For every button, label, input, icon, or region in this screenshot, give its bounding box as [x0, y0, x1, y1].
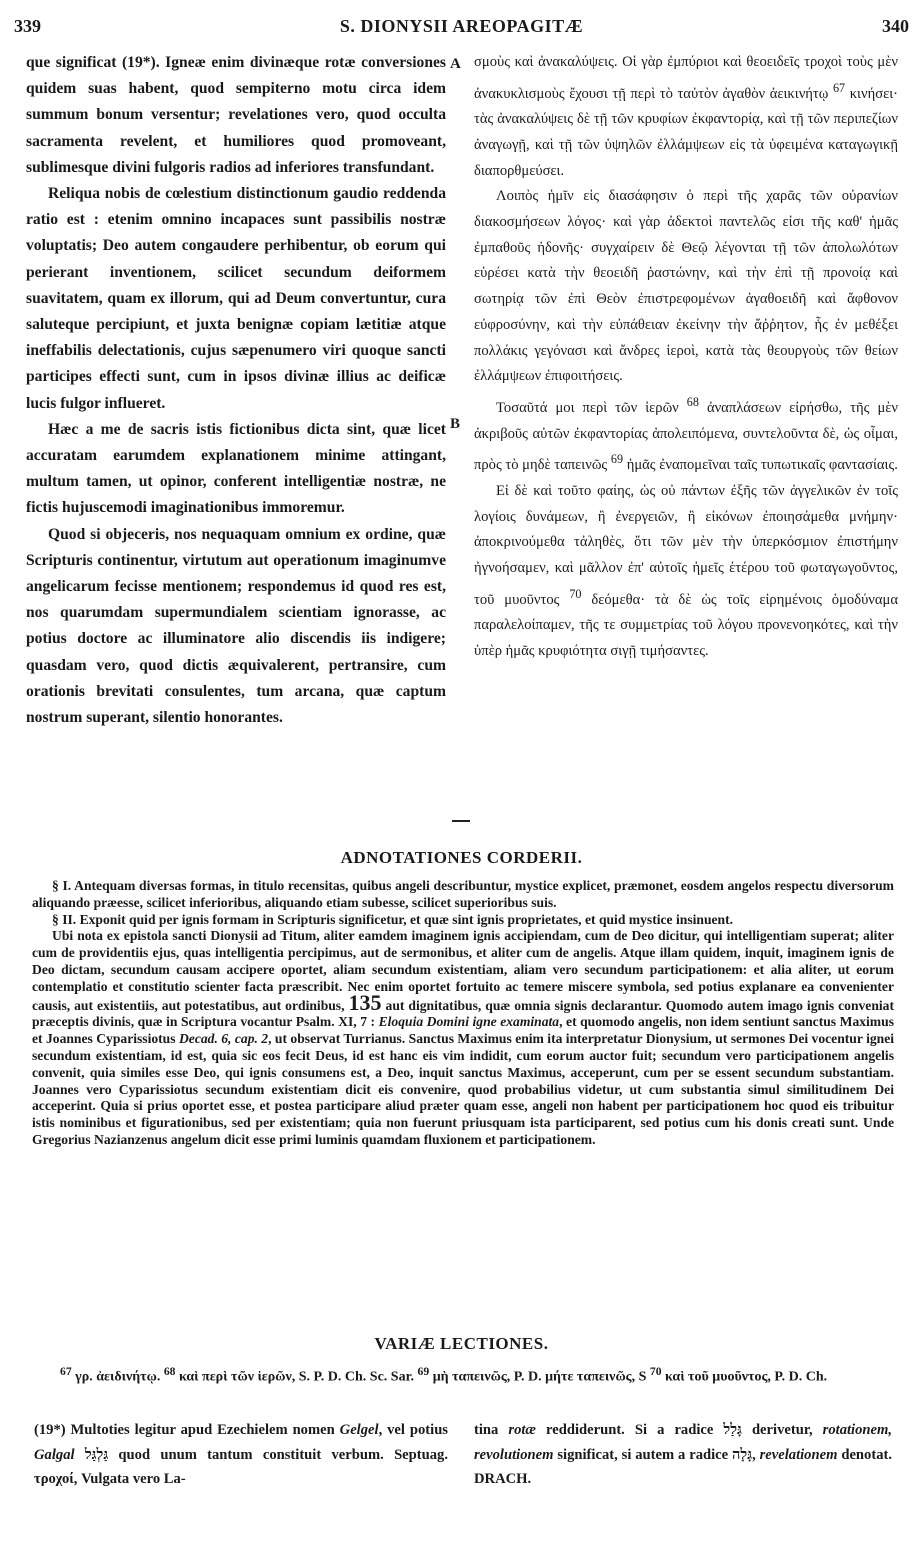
note-ref: 69: [610, 452, 624, 467]
footnote-text: (19*) Multoties legitur apud Ezechielem nomen Gelgel, vel potius Galgal גַּלְגַּל quod unum tantum constituit verbum. Septuag. τροχοί, Vulgata vero La-: [34, 1422, 448, 1488]
greek-paragraph: Εἰ δὲ καὶ τοῦτο φαίης, ὡς οὐ πάντων ἐξῆς τῶν ἀγγελικῶν ἐν τοῖς λογίοις δυνάμεων, ἢ ἐνεργειῶν, ἢ εἰκόνων ἐποιησάμεθα μνήμην· ἀποκρινούμεθα τἀληθὲς, ὅτι τῶν μὲν τὴν ὑπερκόσμιον ἐπιστήμην ἠγνοήσαμεν, καὶ μᾶλλον ἐπ' αὐτοῖς ἡμεῖς ἑτέρου τοῦ φωταγωγοῦντος, τοῦ μυοῦντος $^{70}$ δεόμεθα· τὰ δὲ ὡς τοῖς εἰρημένοις ὁμοδύναμα παραλελοίπαμεν, τῆς τε συμμετρίας τοῦ λόγου προνενοηκότες, καὶ τὴν ὑπὲρ ἡμᾶς κρυφιότητα σιγῇ τιμήσαντες.: [474, 482, 899, 659]
footnote-text: tina rotæ reddiderunt. Si a radice גָּלַל derivetur, rotationem, revolutionem significat, si autem a radice גָּלָה, revelationem denotat. DRACH.: [474, 1422, 893, 1488]
annotation-paragraph: § II. Exponit quid per ignis formam in Scripturis significetur, et quæ sint ignis proprietates, et quid mystice insinuent.: [52, 911, 734, 927]
annotations-body: [32, 878, 894, 1149]
note-ref: 68: [686, 395, 699, 409]
annotation-paragraph: § I. Antequam diversas formas, in titulo recensitas, quibus angeli describuntur, mystice explicet, præmonet, eosdem angelos respectu diversorum aliquando præesse, scilicet inferioribus, aliquando etiam subesse, scilicet superioribus suis.: [32, 878, 894, 910]
variae-paragraph: $^{67}$ γρ. ἀειδινήτῳ. $^{68}$ καὶ περὶ τῶν ἱερῶν, S. P. D. Ch. Sc. Sar. $^{69}$ μὴ ταπεινῶς, P. D. μήτε ταπεινῶς, S $^{70}$ καὶ τοῦ μυοῦντος, P. D. Ch.: [60, 1365, 828, 1385]
greek-paragraph: Λοιπὸς ἡμῖν εἰς διασάφησιν ὁ περὶ τῆς χαρᾶς τῶν οὐρανίων διακοσμήσεων λόγος· καὶ γὰρ ἀδεκτοὶ παντελῶς εἰσι τῆς καθ' ἡμᾶς ἐμπαθοῦς ἡδονῆς· συγχαίρειν δὲ Θεῷ λέγονται τῇ τῶν ἀπολωλότων εὑρέσει κατὰ τὴν θεοειδῆ ῥαστώνην, καὶ τὴν ἐπὶ τῇ προνοίᾳ καὶ σωτηρίᾳ τῶν ἐπὶ Θεὸν ἐπιστρεφομένων ἀγαθοειδῆ καὶ ἄφθονον εὐφροσύνην, καὶ τὴν εὐπάθειαν ἐκείνην τὴν ἄῤῥητον, ἧς ἐν μεθέξει πολλάκις γεγόνασι καὶ ἄνδρες ἱεροὶ, κατὰ τὰς θεουργοὺς τῶν θείων ἐλλάμψεων ἐπιφοιτήσεις.: [474, 188, 898, 385]
annotations-heading: ADNOTATIONES CORDERII.: [340, 848, 583, 867]
latin-paragraph: Quod si objeceris, nos nequaquam omnium ex ordine, quæ Scripturis continentur, virtutum aut operationum imaginumve angelicarum fecisse mentionem; respondemus id quod res est, nos quarumdam supermundialem scientiam ignorasse, ac potius doctore ac illuminatore alio discendis iis indigere; quasdam vero, quod dictis æquivalerent, pertransire, cum orationis brevitati consulentes, tum arcana, quæ captum nostrum superant, silentio honorantes.: [26, 525, 446, 727]
section-divider: [452, 820, 470, 822]
page-number-left: 339: [14, 16, 41, 36]
note-ref: 67: [832, 80, 846, 95]
note-ref: 70: [569, 586, 582, 601]
latin-paragraph: que significat (19*). Igneæ enim divinæque rotæ conversiones quidem suas habent, quod sempiterno motu circa idem summum bonum versentur; revelationes vero, quod occulta sacramenta revelent, et humiliores quod promoveant, sublimesque divini fulgoris radios ad inferiores transfundant.: [26, 54, 446, 176]
annotation-paragraph: Ubi nota ex epistola sancti Dionysii ad Titum, aliter eamdem imaginem ignis accipiendam, cum de Deo dicitur, qui intelligentiam superat; aliter cum de providentiis ejus, quas intelligentia percipimus, aut de sermonibus, et aliter cum de angelis. Atque illam quidem, inquit, imaginem ignis de Deo dictam, secundum causam accipere oportet, aliam secundum existentiam, aliam vero secundum participationem: et alia aliter, ut eorum contemplatio et constitutio scienter facta præscribit. Nec enim oportet fortuito ac temere miscere symbola, sed potius explanare ea convenienter causis, aut existentiis, aut potestatibus, aut ordinibus, 135 aut dignitatibus, quæ omnia signis declarantur. Quomodo autem imago ignis conveniat præceptis divinis, quæ in Scriptura vocantur Psalm. XI, 7 : Eloquia Domini igne examinata, et quomodo angelis, non idem sentiunt sanctus Maximus et Joannes Cyparissiotus Decad. 6, cap. 2, ut observat Turrianus. Sanctus Maximus enim ita interpretatur Dionysium, ut sermones Dei vocentur ignei secundum existentiam, id est, quia sic eos fecit Deus, id est hanc eis vim indidit, cum eorum auctor fuit; secundum vero participationem angelis convenit, quia similes esse Deo, qui ignis consumens est, a Deo, inquit sanctus Maximus, acceperunt, cum per se essent secundum substantiam. Joannes vero Cyparissiotus secundum existentiam dicit eis convenire, quod probabilius videtur, ut cum substantia simul similitudinem Dei acceperint. Quia si prius oportet esse, et postea participare aliud præter quam esse, angeli non habent per participationem hoc quod eis tribuitur istis nominibus et figurationibus, sed per existentiam; quia non fuerunt priusquam ista participarent, sed potius cum his donis creati sunt. Unde Gregorius Nazianzenus angelum dicit esse primi luminis quamdam fluxionem et participationem.: [32, 928, 895, 1147]
running-header: [14, 16, 909, 44]
column-number: 135: [348, 989, 382, 1015]
footnote-left: [34, 1418, 448, 1492]
page-number-right: 340: [882, 16, 909, 36]
latin-column: [26, 50, 446, 731]
greek-paragraph: Τοσαῦτά μοι περὶ τῶν ἱερῶν $^{68}$ ἀναπλάσεων εἰρήσθω, τῆς μὲν ἀκριβοῦς αὐτῶν ἐκφαντορίας ἀπολειπόμενα, συντελοῦντα δὲ, ὡς οἶμαι, πρὸς τὸ μηδὲ ταπεινῶς $^{69}$ ἡμᾶς ἐναπομεῖναι ταῖς τυπωτικαῖς φαντασίαις.: [474, 395, 898, 474]
latin-paragraph: Hæc a me de sacris istis fictionibus dicta sint, quæ licet accuratam earumdem explanationem minime attingant, multum tamen, ut opinor, conferent intelligentiæ nostræ, ne fictis hujuscemodi imaginationibus immoremur.: [26, 420, 446, 517]
greek-column: [474, 50, 898, 665]
margin-letter-b: B: [450, 416, 461, 432]
greek-paragraph: σμοὺς καὶ ἀνακαλύψεις. Οἱ γὰρ ἐμπύριοι καὶ θεοειδεῖς τροχοὶ τοὺς μὲν ἀνακυκλισμοὺς ἔχουσι τῇ περὶ τὸ ταὐτὸν ἀγαθὸν ἀεικινήτῳ $^{67}$ κινήσει· τὰς ἀνακαλύψεις δὲ τῇ τῶν κρυφίων ἐκφαντορίᾳ, καὶ τῇ τῶν περιπεζίων ἀναγωγῇ, καὶ τῇ τῶν ὑψηλῶν ἐλλάμψεων εἰς τὰ ὑφειμένα καταγωγικῇ διαπορθμεύσει.: [474, 54, 898, 179]
variae-body: [34, 1362, 890, 1388]
running-title: S. DIONYSII AREOPAGITÆ: [339, 16, 584, 36]
variae-heading: VARIÆ LECTIONES.: [374, 1334, 549, 1353]
footnote-right: [474, 1418, 892, 1492]
margin-letter-a: A: [450, 56, 461, 72]
latin-paragraph: Reliqua nobis de cœlestium distinctionum gaudio reddenda ratio est : etenim omnino incapaces sunt passibilis nostræ voluptatis; Deo autem congaudere perhibentur, ob eorum qui perierant inventionem, scilicet secundum deiformem suavitatem, quam ex illorum, qui ad Deum convertuntur, cura saluteque percipiunt, et juxta benignæ copiam lætitiæ atque ineffabilis delectationis, cujus sæpenumero viri quoque sancti participes effecti sunt, cum in ipsos divinæ illius ac deificæ lucis fulgor influeret.: [26, 185, 446, 412]
